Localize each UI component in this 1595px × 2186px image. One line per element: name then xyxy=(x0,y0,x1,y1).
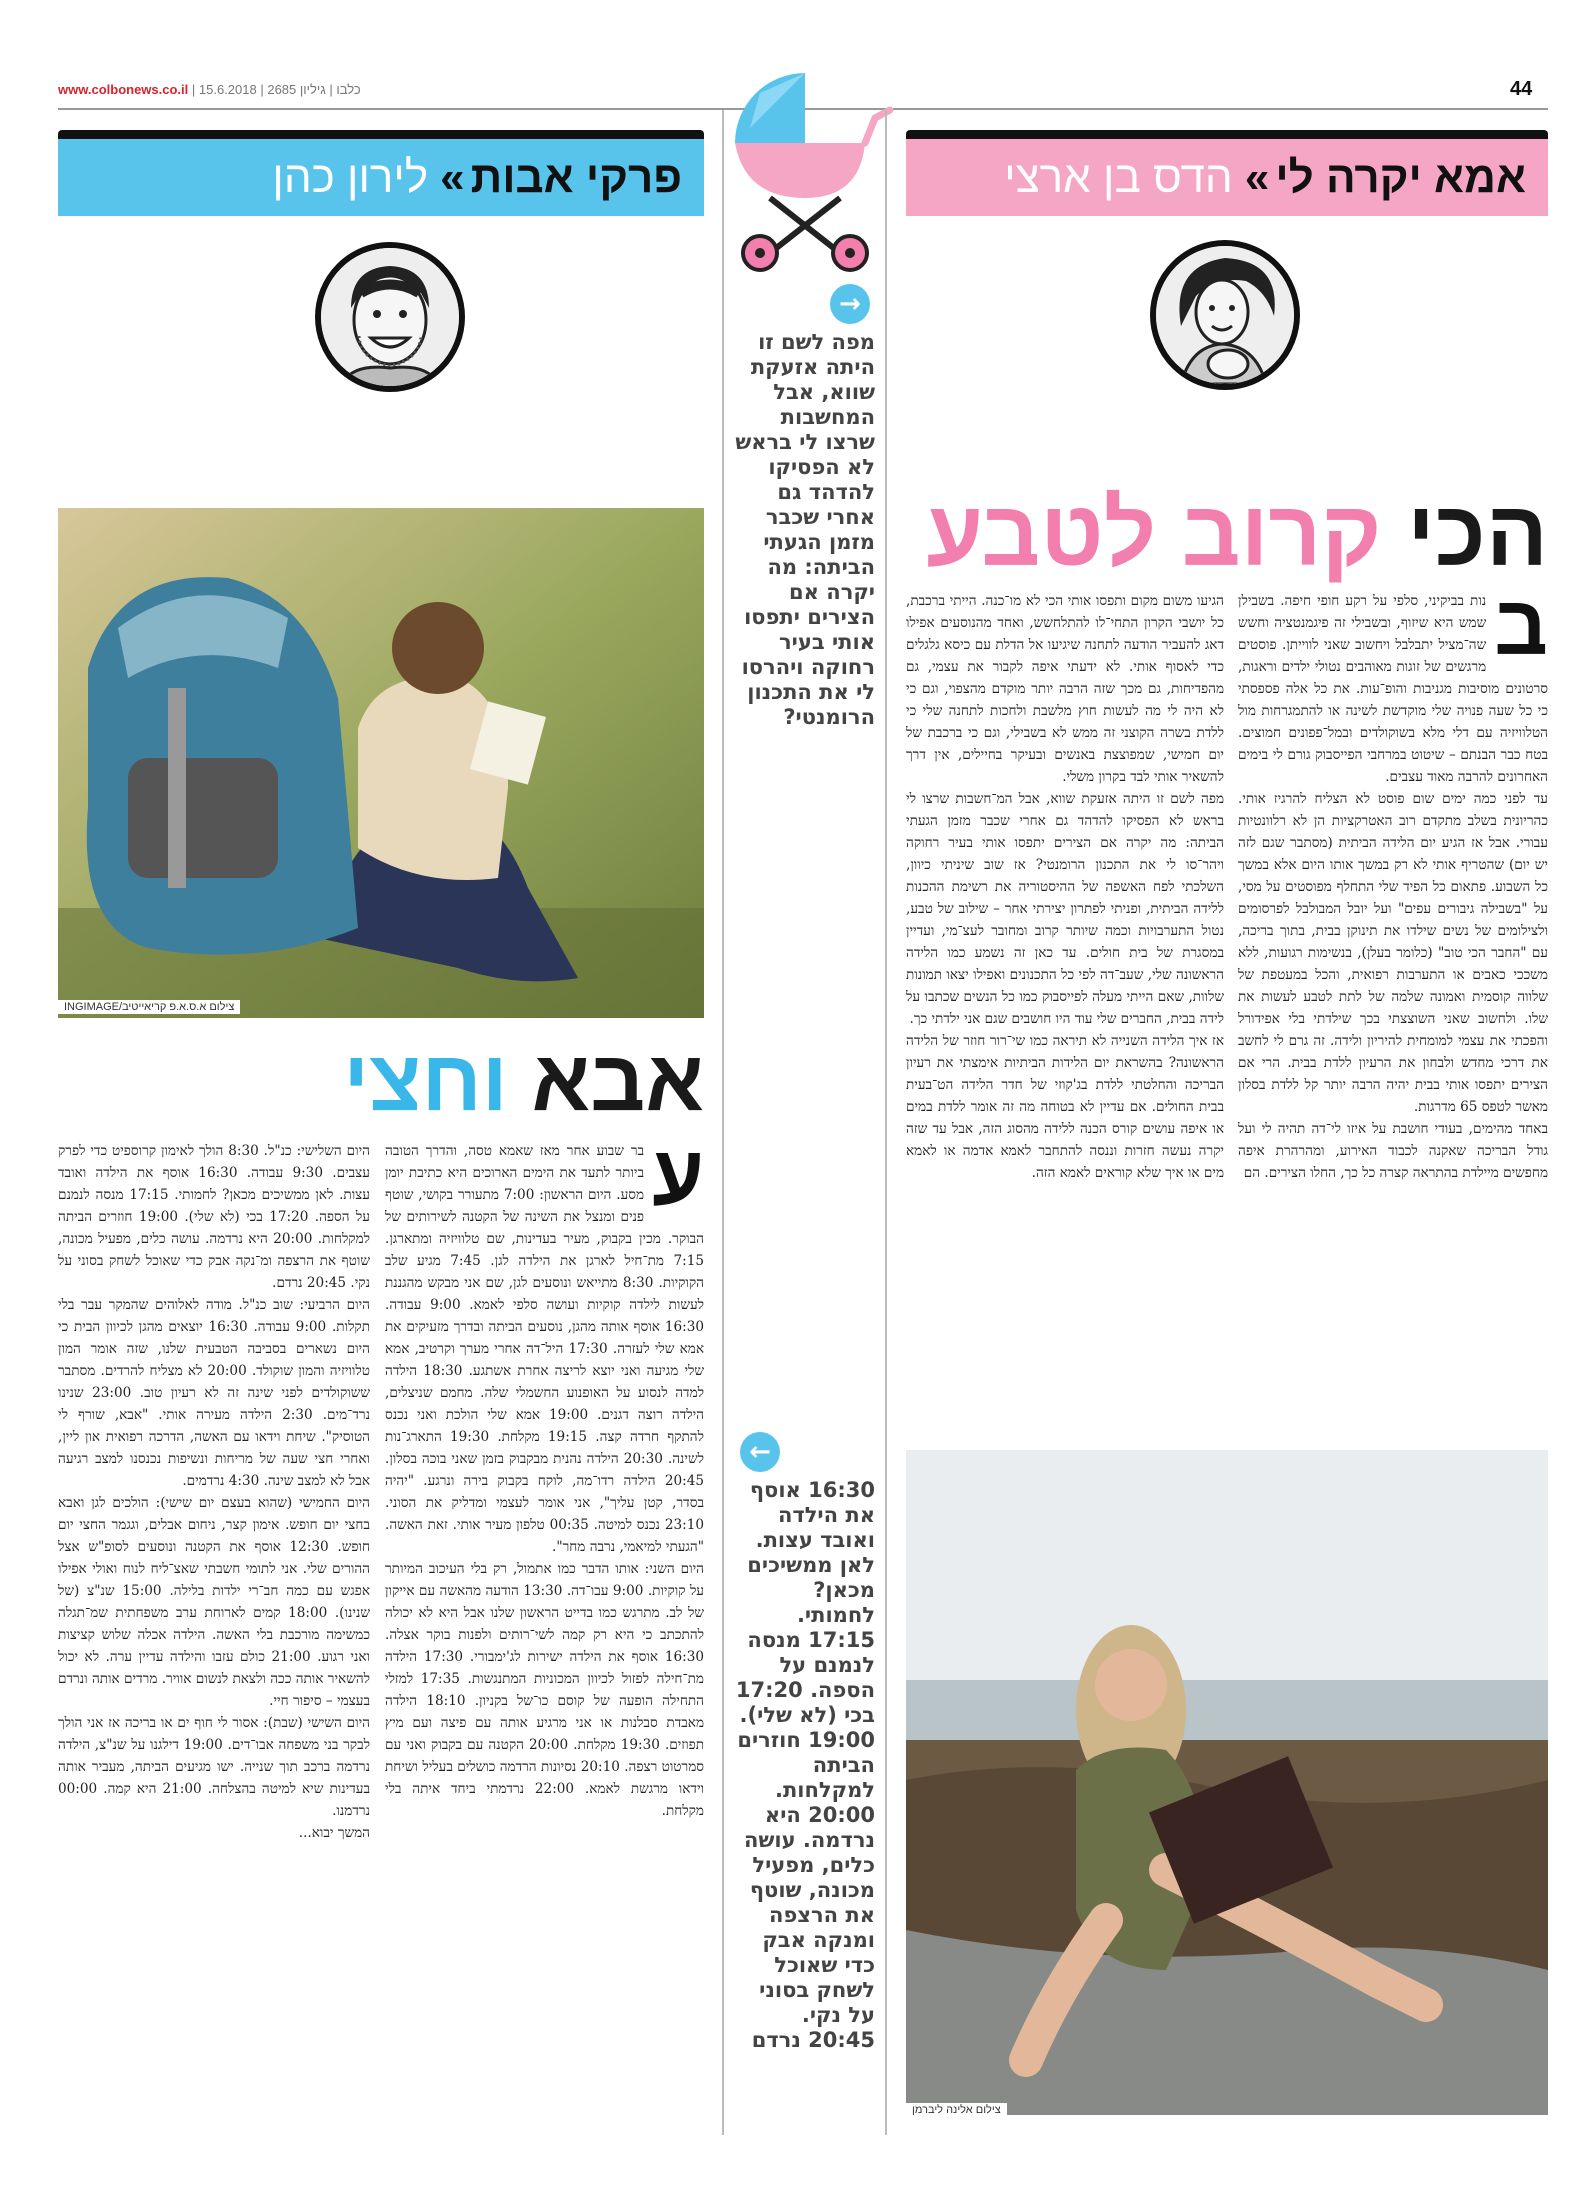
left-story-column-2 xyxy=(58,1140,370,2155)
chevron-icon: » xyxy=(1244,152,1264,202)
photo-credit: צילום א.ס.א.פ קריאייטיב/INGIMAGE xyxy=(58,1000,240,1014)
column-divider xyxy=(885,110,887,2135)
pull-quote-1: מפה לשם זו היתה אזעקת שווא, אבל המחשבות שרצו לי בראש לא הפסיקו להדהד גם אחרי שכבר מזמן הגעתי הביתה: מה יקרה אם הצירים יתפסו אותי בעיר רחוקה ויהרסו לי את התכנון הרומנטי? xyxy=(735,330,875,729)
story-title-left xyxy=(300,1033,704,1129)
arrow-right-icon: → xyxy=(830,284,870,324)
body-text: נות בביקיני, סלפי על רקע חופי חיפה. בשבילן שמש היא שיזוף, ובשבילי זה פיגמנטציה וחשש שה־מציל יתבלבל ויחשוב שאני לווייתן. פוסטים מרגשים של זוגות מאוהבים נטולי ילדים וראגות, סרטונים מוסיבות מגניבות והופ־עות. את כל אלה פספסתי כי כל שעה פנויה שלי מוקדשת לשינה או להתמגרחות מול הטלוויזיה עם דלי מלא בשוקולדים ובמל־פפונים חמוצים. בטח כבר הבנתם – שיטוט במרחבי הפייסבוק גורם לי בימים האחרונים להרבה מאוד עצבים. עד לפני כמה ימים שום פוסט לא הצליח להרגיז אותי. כהריונית בשלב מתקדם רוב האטרקציות הן לא רלוונטיות עבורי. אבל אז הגיע יום הלידה הביתית (מסתבר שגם לזה יש יום) שהטריף אותי לא רק במשך אותו היום אלא במשך כל השבוע. פתאום כל הפיד שלי התחלף מפוסטים על מסי, על "בשבילה גיבורים עפים" ועל יובל המבולבל לפרסומים ולצילומים של נשים שילדו את תינוקן בבית, בתוך בריכה, עם "החבר הכי טוב" (כלומר בעלן), בנשימות רגועות, ללא משככי כאבים או התערבות רפואית, והכל במעטפת של שלווה קוסמית ואמונה שלמה של לתת לטבע לעשות את שלו. ולחשוב שאני השוצצתי בכך שילדתי בלי אפידורל והפכתי את עצמי למומחית להיריון ולידה. זה גרם לי לחשב את דרכי מחדש ולבחון את הרעיון ללדת בבית. הרי אם הצירים יתפסו אותי בבית יהיה הרבה יותר קל ללדת בסלון מאשר לטפס 65 מדרגות. באחד מהימים, בעודי חושבת על איזו לי־דה תהיה לי ועל גודל הבריכה שאקנה לכבוד האירוע, ומהרהרת איפה מחפשים מיילדת בהתראה קצרה כל כך, החלו הצירים. הם xyxy=(1238,593,1548,1181)
column-header-left xyxy=(58,130,704,216)
title-part-highlight: וחצי xyxy=(343,1033,508,1129)
left-story-column-1 xyxy=(385,1140,704,2155)
pull-quote-2: 16:30 אוסף את הילדה ואובד עצות. לאן ממשיכים מכאן? לחמותי. 17:15 מנסה לנמנם על הספה. 17:20 בכי (לא שלי). 19:00 חוזרים הביתה למקלחות. 20:00 היא נרדמה. עושה כלים, מפעיל מכונה, שוטף את הרצפה ומנקה אבק כדי שאוכל לשחק בסוני על נקי. 20:45 נרדם xyxy=(735,1478,875,2052)
woman-reading-photo xyxy=(906,1450,1548,2115)
column-title: פרקי אבות xyxy=(470,152,682,202)
story-title-right xyxy=(906,483,1548,585)
body-text: היום השלישי: כנ"ל. 8:30 הולך לאימון קרוספיט כדי לפרק עצבים. 9:30 עבודה. 16:30 אוסף את הילדה ואובד עצות. לאן ממשיכים מכאן? לחמותי. 17:15 מנסה לנמנם על הספה. 17:20 בכי (לא שלי). 19:00 חוזרים הביתה למקלחות. 20:00 היא נרדמה. עושה כלים, מפעיל מכונה, שוטף את הרצפה ומ־נקה אבק כדי שאוכל לשחק בסוני על נקי. 20:45 נרדם. היום הרביעי: שוב כנ"ל. מודה לאלוהים שהמקר עבר בלי תקלות. 9:00 עבודה. 16:30 יוצאים מהגן לכיוון הבית כי היום נשארים בסביבה הטבעית שלנו, שזה אומר המון טלוויזיה והמון שוקולד. 20:00 לא מצליח להרדים. מסתבר ששוקולדים לפני שינה זה לא רעיון טוב. 23:00 שנינו נרד־מים. 2:30 הילדה מעירה אותי. "אבא, שורף לי הטוסיק". שיחת וידאו עם האשה, הדרכה רפואית און ליין, ואחרי חצי שעה של מריחות ונשיפות נכנסנו למצב רגיעה אבל לא למצב שינה. 4:30 נרדמים. היום החמישי (שהוא בעצם יום שישי): הולכים לגן ואבא בחצי יום חופש. אימון קצר, ניחום אבלים, וגגמר החצי יום חופש. 12:30 אוסף את הקטנה ונוסעים לסופ"ש אצל ההורים שלי. אני לתומי חשבתי שאצ־ליח לנוח ואולי אפילו אפגש עם כמה חב־רי ילדות בלילה. 15:00 שנ"צ (של שנינו). 18:00 קמים לארוחת ערב משפחתית שמ־תגלה כמשימה מורכבת בלי האשה. הילדה אכלה שלוש קציצות ואני רגוע. 21:00 כולם עזבו והילדה עדיין ערה. לא יכול להשאיר אותה ככה ולצאת לנשום אוויר. מרדים אותה ונרדם בעצמי – סיפור חיי. היום השישי (שבת): אסור לי חוף ים או בריכה אז אני הולך לבקר בני משפחה אבו־דים. 19:00 דילגנו על שנ"צ, הילדה נרדמה ברכב תוך שנייה. ישו מגיעים הביתה, מעביר אותה בעדינות שיא למיטה בהצלחה. 21:00 היא קמה. 00:00 נרדמנו. המשך יבוא... xyxy=(58,1143,370,1841)
chevron-icon: » xyxy=(440,152,459,202)
column-divider xyxy=(722,110,724,2135)
title-part: הכי xyxy=(1407,483,1548,585)
right-story-column-2 xyxy=(906,590,1224,1430)
arrow-left-icon: ← xyxy=(740,1432,780,1472)
title-part: אבא xyxy=(531,1033,704,1129)
author-name: לירון כהן xyxy=(272,152,429,202)
body-text: בר שבוע אחר מאז שאמא טסה, והדרך הטובה ביותר לתעד את הימים הארוכים היא כתיבת יומן מסע. היום הראשון: 7:00 מתעורר בקושי, שוטף פנים ומנצל את השינה של הקטנה לשירותים של הבוקר. מכין בקבוק, מעיר בעדינות, שם טלוויזיה ומתארגן. 7:15 מת־חיל לארגן את הילדה לגן. 7:45 מגיע שלב הקוקיות. 8:30 מתייאש ונוסעים לגן, שם אני מבקש מהגננת לעשות לילדה קוקיות ועושה סלפי לאמא. 9:00 עבודה. 16:30 אוסף אותה מהגן, נוסעים הביתה ובדרך מזעיקים את אמא שלי לעזרה. 17:30 היל־דה אחרי מערך וקרטיב, אמא שלי מגיעה ואני יוצא לריצה אחרת אשתגע. 18:30 הילדה למדה לנסוע על האופנוע החשמלי שלה. מחמם שניצלים, הילדה רוצה דגנים. 19:00 אמא שלי הולכת ואני נכנס להתקף חרדה קצה. 19:15 מקלחת. 19:30 התארג־נות לשינה. 20:30 הילדה נהנית מבקבוק בזמן שאני בוכה בסלון. 20:45 הילדה רדו־מה, לוקח בקבוק בירה ונרגע. "יהיה בסדר, קטן עליך", אני אומר לעצמי ומדליק את הסוני. 23:10 נכנס למיטה. 00:35 טלפון מעיר אותי. זאת האשה. "הגעתי למיאמי, נרבה מחר". היום השני: אותו הדבר כמו אתמול, רק בלי העיכוב המיותר על קוקיות. 9:00 עבו־דה. 13:30 הודעה מהאשה עם אייקון של לב. מתרגש כמו בדייט הראשון שלנו אבל היא לא יכולה להתכתב כי היא רק קמה לשי־רותים ולפנות בוקר אצלה. 16:30 אוסף את הילדה ישירות לג'ימבורי. 17:30 הילדה מת־חילה לפזול לכיוון המכוניות המתנגשות. 17:35 למזלי התחילה הופעה של קוסם כו־של בקניון. 18:10 הילדה מאבדת סבלנות או אני מרגיע אותה עם פיצה ועם מיץ תפוזים. 19:30 מקלחת. 20:00 הקטנה עם בקבוק ואני עם סמרטוט רצפה. 20:10 נסיונות הרדמה כושלים בעליל ושיחת וידאו מרגשת לאמא. 22:00 נרדמתי ביחד איתה בלי מקלחת. xyxy=(385,1143,704,1819)
photo-credit: צילום אלינה ליברמן xyxy=(906,2103,1007,2117)
issue-meta: | כלבו | גיליון 2685 | 15.6.2018 xyxy=(191,82,361,97)
column-header-right xyxy=(906,130,1548,216)
page-number: 44 xyxy=(1510,78,1533,100)
stroller-logo xyxy=(700,48,900,278)
right-story-column-1 xyxy=(1238,590,1548,1430)
site-header xyxy=(58,82,361,97)
column-title: אמא יקרה לי xyxy=(1275,152,1526,202)
backpacker-photo xyxy=(58,508,704,1018)
author-avatar-man xyxy=(315,242,465,392)
author-name: הדס בן ארצי xyxy=(1004,152,1233,202)
title-part-highlight: קרוב לטבע xyxy=(926,483,1382,585)
drop-cap: ע xyxy=(652,1140,704,1222)
author-avatar-woman xyxy=(1150,240,1300,390)
site-url[interactable]: www.colbonews.co.il xyxy=(58,82,189,97)
drop-cap: ב xyxy=(1494,590,1548,672)
body-text: הגיעו משום מקום ותפסו אותי הכי לא מו־כנה. הייתי ברכבת, כל יושבי הקרון התחי־לו להתלחשש, ואחד מהנוסעים אפילו דאג להעביר הודעה לתחנה שיגיעו אל הדלת עם כיסא גלגלים כדי לאסוף אותי. לא ידעתי איפה לקבור את עצמי, גם מהפדיחות, גם מכך שזה הרבה יותר מוקדם מהצפוי, וגם כי לא היה לי מה לעשות חוץ מלשבת ולחכות לתחנה שלי כי ללדת בשרה הקוצני זה ממש לא בשבילי, וגם כי ברכבת של יום חמישי, שמפוצצת באנשים ובעיקר בחיילים, אין דרך להשאיר אותי לבד בקרון משלי. מפה לשם זו היתה אזעקת שווא, אבל המ־חשבות שרצו לי בראש לא הפסיקו להדהד גם אחרי שכבר מזמן הגעתי הביתה: מה יקרה אם הצירים יתפסו אותי בעיר רחוקה ויהר־סו לי את התכנון הרומנטי? אז שוב שיניתי כיוון, השלכתי לפח האשפה של ההיסטוריה את רשימת ההכנות ללידה הביתית, ופניתי לפתרון יצירתי אחר – שילוב של טבע, נטול התערבויות וכמה שיותר קרוב ומחובר לעצ־מי, ועדיין במסגרת של בית חולים. עד כאן זה נשמע כמו הלידה הראשונה שלי, שעב־דה לפי כל התכנונים ואפילו יצאו תמונות שלוות, שאם הייתי מעלה לפייסבוק כמו כל הנשים שכתבו על לידה בבית, החברים שלי עוד היו חושבים שגם אני ילדתי כך. אז איך הלידה השנייה לא תיראה כמו שי־רור חוזר של הלידה הראשונה? בהשראת יום הלידות הביתיות אימצתי את רעיון הבריכה והחלטתי ללדת בג'קוזי של חדר הלידה הט־בעית בבית החולים. אם עדיין לא בטוחה מה זה אומר ללדת במים או איפה עושים קורס הכנה ללידה מהסוג הזה, אבל עד שזה יקרה נעשה חזרות וננסה להתחבר לאמא אדמה או לאמא מים או איך שלא קוראים לאמא הזה. xyxy=(906,593,1224,1181)
